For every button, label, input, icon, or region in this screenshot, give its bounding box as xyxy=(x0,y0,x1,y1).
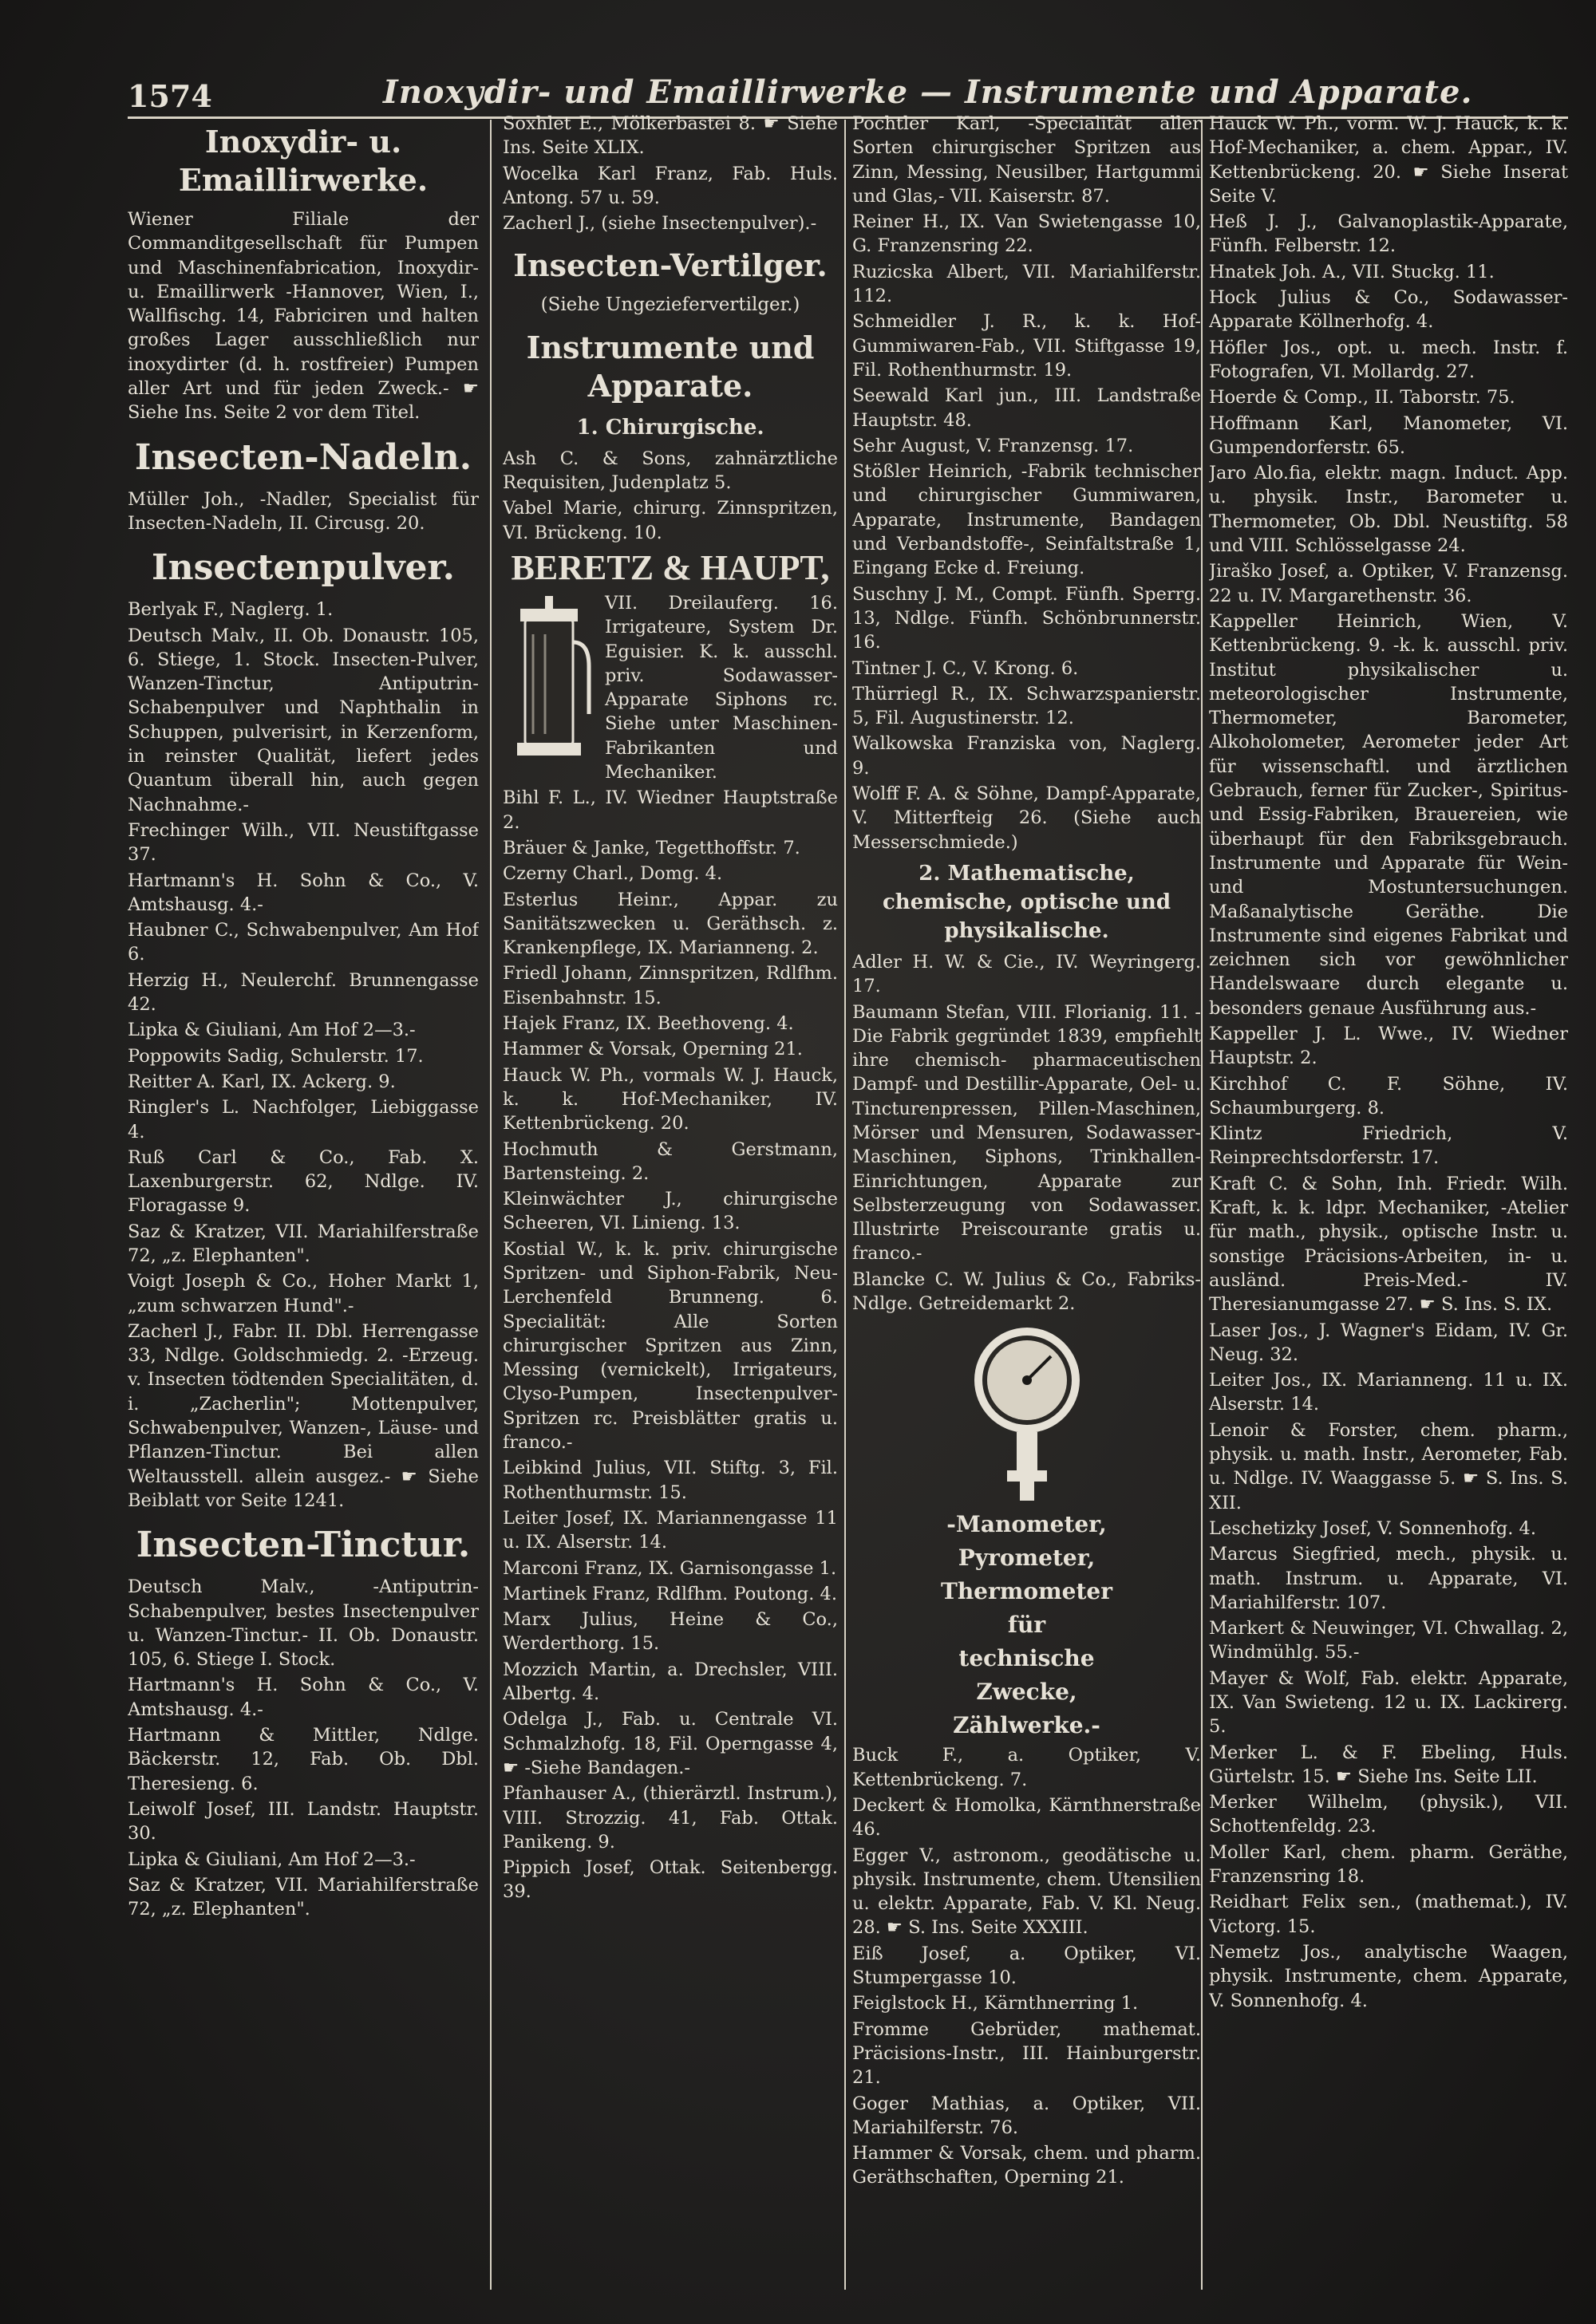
directory-entry: Kappeller J. L. Wwe., IV. Wiedner Hauptstr. 2. xyxy=(1209,1023,1568,1069)
directory-entry: Bräuer & Janke, Tegetthoffstr. 7. xyxy=(503,837,800,858)
directory-entry: Deckert & Homolka, Kärnthnerstraße 46. xyxy=(852,1794,1201,1841)
directory-entry: Wiener Filiale der Commanditgesellschaft für Pumpen und Maschinenfabrication, Inoxydir- u. Emaillirwerk -Hannover, Wien, I., Wallfischg. 14, Fabriciren und halten großes Lager ausschließlich nur inoxydirter (d. h. rostfreier) Pumpen aller Art und für jeden Zweck.- ☛ Siehe Ins. Seite 2 vor dem Titel. xyxy=(128,209,479,424)
directory-entry: Berlyak F., Naglerg. 1. xyxy=(128,599,334,621)
advert-line: Zwecke, xyxy=(976,1679,1077,1706)
directory-entry: Hnatek Joh. A., VII. Stuckg. 11. xyxy=(1209,261,1495,282)
directory-entry: Zacherl J., (siehe Insectenpulver).- xyxy=(503,213,817,235)
directory-entry: Moller Karl, chem. pharm. Geräthe, Franzensring 18. xyxy=(1209,1841,1568,1888)
column-1 xyxy=(128,112,479,2298)
directory-entry: Buck F., a. Optiker, V. Kettenbrückeng. 7. xyxy=(852,1745,1201,1790)
column-rule-2 xyxy=(844,120,846,2290)
manometer-illustration xyxy=(967,1320,1087,1504)
cross-reference-note: (Siehe Ungeziefervertilger.) xyxy=(540,294,800,316)
directory-entry: Martinek Franz, Rdlfhm. Poutong. 4. xyxy=(503,1583,837,1604)
section-heading: Instrumente und Apparate. xyxy=(526,329,815,404)
directory-entry: Hammer & Vorsak, Operning 21. xyxy=(503,1039,803,1060)
advert-line: -Manometer, xyxy=(946,1511,1107,1538)
directory-entry: Reidhart Felix sen., (mathemat.), IV. Victorg. 15. xyxy=(1209,1892,1568,1937)
directory-entry: Deutsch Malv., II. Ob. Donaustr. 105, 6. Stiege, 1. Stock. Insecten-Pulver, Wanzen-Tinctur, Antiputrin-Schabenpulver und Naphthalin in Schuppen, pulverisirt, in Kerzenform, in reinster Qualität, liefert jedes Quantum überall hin, auch gegen Nachnahme.- xyxy=(128,625,479,815)
directory-entry: Wocelka Karl Franz, Fab. Huls. Antong. 57 u. 59. xyxy=(503,163,838,208)
section-heading: Insecten-Nadeln. xyxy=(134,436,472,478)
directory-entry: Saz & Kratzer, VII. Mariahilferstraße 72, „z. Elephanten". xyxy=(128,1874,479,1920)
directory-entry: Vabel Marie, chirurg. Zinnspritzen, VI. Brückeng. 10. xyxy=(503,498,838,543)
directory-entry: Hauck W. Ph., vorm. W. J. Hauck, k. k. Hof-Mechaniker, a. chem. Appar., IV. Kettenbrückeng. 20. ☛ Siehe Inserat Seite V. xyxy=(1209,113,1568,207)
directory-entry: Thürriegl R., IX. Schwarzspanierstr. 5, Fil. Augustinerstr. 12. xyxy=(852,683,1201,729)
directory-entry: Pochtler Karl, -Specialität aller Sorten chirurgischer Spritzen aus Zinn, Messing, Neusilber, Hartgummi und Glas,- VII. Kaiserstr. 87. xyxy=(852,113,1201,207)
directory-entry: Suschny J. M., Compt. Fünfh. Sperrg. 13, Ndlge. Fünfh. Schönbrunnerstr. 16. xyxy=(852,583,1201,653)
directory-entry: Odelga J., Fab. u. Centrale VI. Schmalzhofg. 18, Fil. Operngasse 4, ☛ -Siehe Bandagen.- xyxy=(503,1709,838,1778)
directory-entry: Hartmann's H. Sohn & Co., V. Amtshausg. 4.- xyxy=(128,1675,479,1720)
directory-entry: Lipka & Giuliani, Am Hof 2—3.- xyxy=(128,1849,416,1870)
directory-entry: Hoerde & Comp., II. Taborstr. 75. xyxy=(1209,387,1515,408)
directory-entry: Kleinwächter J., chirurgische Scheeren, VI. Linieng. 13. xyxy=(503,1189,838,1234)
directory-entry: Friedl Johann, Zinnspritzen, Rdlfhm. Eisenbahnstr. 15. xyxy=(503,963,838,1008)
manometer-advertisement xyxy=(852,1320,1201,1742)
section-heading: Insecten-Vertilger. xyxy=(513,247,828,284)
directory-entry: Sehr August, V. Franzensg. 17. xyxy=(852,435,1134,456)
directory-entry: Kappeller Heinrich, Wien, V. Kettenbrückeng. 9. -k. k. ausschl. priv. Institut physikalischer u. meteorologischer Instrumente, Thermometer, Barometer, Alkoholometer, Aerometer jeder Art für wissenschaftl. und ärztlichen Gebrauch, ferner für Zucker-, Spiritus- und Essig-Fabriken, Brauereien, wie überhaupt für den Fabriksgebrauch. Instrumente und Apparate für Wein- und Mostuntersuchungen. Maßanalytische Geräthe. Die Instrumente sind eigenes Fabrikat und zeichnen sich vor gewöhnlicher Handelswaare durch elegante u. besonders genaue Ausführung aus.- xyxy=(1209,610,1568,1019)
directory-entry: Pfanhauser A., (thierärztl. Instrum.), VIII. Strozzig. 41, Fab. Ottak. Panikeng. 9. xyxy=(503,1783,838,1852)
directory-entry: Esterlus Heinr., Appar. zu Sanitätszwecken u. Geräthsch. z. Krankenpflege, IX. Marianneng. 2. xyxy=(503,889,838,959)
directory-entry: Jaro Alo.fia, elektr. magn. Induct. App. u. physik. Instr., Barometer u. Thermometer, Ob. Dbl. Neustiftg. 58 und VIII. Schlösselgasse 24. xyxy=(1209,463,1568,557)
directory-entry: Heß J. J., Galvanoplastik-Apparate, Fünfh. Felberstr. 12. xyxy=(1209,211,1568,257)
directory-entry: Müller Joh., -Nadler, Specialist für Insecten-Nadeln, II. Circusg. 20. xyxy=(128,488,479,534)
directory-entry: Merker Wilhelm, (physik.), VII. Schottenfeldg. 23. xyxy=(1209,1792,1568,1837)
advert-line: technische xyxy=(958,1645,1095,1672)
directory-entry: Leiter Josef, IX. Mariannengasse 11 u. IX. Alserstr. 14. xyxy=(503,1507,838,1553)
subsection-heading: 1. Chirurgische. xyxy=(576,415,764,440)
directory-entry: Ringler's L. Nachfolger, Liebiggasse 4. xyxy=(128,1097,479,1142)
column-4 xyxy=(1209,112,1568,2298)
directory-entry: Frechinger Wilh., VII. Neustiftgasse 37. xyxy=(128,819,479,866)
column-2 xyxy=(503,112,838,2298)
directory-entry: Egger V., astronom., geodätische u. physik. Instrumente, chem. Utensilien u. elektr. Apparate, Fab. V. Kl. Neug. 28. ☛ S. Ins. Seite XXXIII. xyxy=(852,1845,1201,1939)
advert-line: Zählwerke.- xyxy=(953,1712,1100,1739)
advert-line: Thermometer xyxy=(940,1578,1112,1605)
directory-entry: Ruzicska Albert, VII. Mariahilferstr. 112. xyxy=(852,261,1201,307)
directory-entry: Marx Julius, Heine & Co., Werderthorg. 15. xyxy=(503,1609,838,1655)
directory-entry: Wolff F. A. & Söhne, Dampf-Apparate, V. Mitterfteig 26. (Siehe auch Messerschmiede.) xyxy=(852,783,1201,853)
page-number: 1574 xyxy=(128,78,212,114)
directory-entry: Klintz Friedrich, V. Reinprechtsdorferstr. 17. xyxy=(1209,1123,1568,1169)
directory-entry: Schmeidler J. R., k. k. Hof-Gummiwaren-Fab., VII. Stiftgasse 19, Fil. Rothenthurmstr. 19. xyxy=(852,311,1201,381)
section-heading: Insectenpulver. xyxy=(152,547,455,589)
directory-entry: Kraft C. & Sohn, Inh. Friedr. Wilh. Kraft, k. k. ldpr. Mechaniker, -Atelier für math., physik., optische Instr. u. sonstige Präcisions-Arbeiten, in- u. ausländ. Preis-Med.- IV. Theresianumgasse 27. ☛ S. Ins. S. IX. xyxy=(1209,1173,1568,1316)
section-heading: Insecten-Tinctur. xyxy=(136,1525,471,1566)
directory-entry: Walkowska Franziska von, Naglerg. 9. xyxy=(852,733,1201,779)
running-title: Inoxydir- und Emaillirwerke — Instrumente und Apparate. xyxy=(383,73,1473,111)
section-heading: Inoxydir- u. Emaillirwerke. xyxy=(178,124,429,198)
directory-entry: Hajek Franz, IX. Beethoveng. 4. xyxy=(503,1013,794,1035)
directory-entry: Goger Mathias, a. Optiker, VII. Mariahilferstr. 76. xyxy=(852,2093,1201,2138)
advertiser-name: BERETZ & HAUPT, xyxy=(511,547,830,587)
directory-entry: Nemetz Jos., analytische Waagen, physik. Instrumente, chem. Apparate, V. Sonnenhofg. 4. xyxy=(1209,1941,1568,2011)
directory-entry: Fromme Gebrüder, mathemat. Präcisions-Instr., III. Hainburgerstr. 21. xyxy=(852,2018,1201,2089)
column-rule-1 xyxy=(490,120,492,2290)
directory-entry: Bihl F. L., IV. Wiedner Hauptstraße 2. xyxy=(503,787,838,833)
directory-entry: Hochmuth & Gerstmann, Bartensteing. 2. xyxy=(503,1138,838,1184)
irrigator-advertisement xyxy=(503,591,838,786)
directory-entry: Lipka & Giuliani, Am Hof 2—3.- xyxy=(128,1020,416,1041)
directory-entry: Haubner C., Schwabenpulver, Am Hof 6. xyxy=(128,920,479,965)
directory-entry: Marconi Franz, IX. Garnisongasse 1. xyxy=(503,1557,837,1579)
directory-entry: Kirchhof C. F. Söhne, IV. Schaumburgerg. 8. xyxy=(1209,1073,1568,1119)
directory-entry: Tintner J. C., V. Krong. 6. xyxy=(852,657,1079,679)
directory-entry: Reitter A. Karl, IX. Ackerg. 9. xyxy=(128,1071,396,1092)
directory-entry: Hammer & Vorsak, chem. und pharm. Geräthschaften, Operning 21. xyxy=(852,2143,1201,2188)
directory-entry: Hoffmann Karl, Manometer, VI. Gumpendorferstr. 65. xyxy=(1209,412,1568,458)
directory-entry: Saz & Kratzer, VII. Mariahilferstraße 72, „z. Elephanten". xyxy=(128,1221,479,1266)
directory-entry: Höfler Jos., opt. u. mech. Instr. f. Fotografen, VI. Mollardg. 27. xyxy=(1209,337,1568,382)
directory-entry: Ash C. & Sons, zahnärztliche Requisiten, Judenplatz 5. xyxy=(503,448,838,494)
directory-entry: Soxhlet E., Mölkerbastei 8. ☛ Siehe Ins. Seite XLIX. xyxy=(503,113,838,159)
subsection-heading: 2. Mathematische, chemische, optische und physikalische. xyxy=(882,861,1171,943)
directory-entry: Hartmann's H. Sohn & Co., V. Amtshausg. 4.- xyxy=(128,870,479,915)
directory-entry: Merker L. & F. Ebeling, Huls. Gürtelstr. 15. ☛ Siehe Ins. Seite LII. xyxy=(1209,1742,1568,1787)
directory-entry: Deutsch Malv., -Antiputrin-Schabenpulver, bestes Insectenpulver u. Wanzen-Tinctur.- II. Ob. Donaustr. 105, 6. Stiege I. Stock. xyxy=(128,1576,479,1671)
directory-entry: Mozzich Martin, a. Drechsler, VIII. Albertg. 4. xyxy=(503,1659,838,1705)
directory-entry: Lenoir & Forster, chem. pharm., physik. u. math. Instr., Aerometer, Fab. u. Ndlge. IV. Waaggasse 5. ☛ S. Ins. S. XII. xyxy=(1209,1419,1568,1513)
column-rule-3 xyxy=(1201,120,1203,2290)
directory-entry: Pippich Josef, Ottak. Seitenbergg. 39. xyxy=(503,1857,838,1903)
directory-entry: Poppowits Sadig, Schulerstr. 17. xyxy=(128,1045,424,1067)
irrigator-illustration xyxy=(509,594,597,762)
directory-entry: Leiter Jos., IX. Marianneng. 11 u. IX. Alserstr. 14. xyxy=(1209,1370,1568,1415)
directory-entry: Leiwolf Josef, III. Landstr. Hauptstr. 30. xyxy=(128,1798,479,1845)
directory-entry: Seewald Karl jun., III. Landstraße Hauptstr. 48. xyxy=(852,385,1201,431)
directory-entry: Kostial W., k. k. priv. chirurgische Spritzen- und Siphon-Fabrik, Neu-Lerchenfeld Brunneng. 6. Specialität: Alle Sorten chirurgischer Spritzen aus Zinn, Messing (vernickelt), Irrigateurs, Clyso-Pumpen, Insectenpulver-Spritzen rc. Preisblätter gratis u. franco.- xyxy=(503,1238,838,1454)
directory-entry: Leschetizky Josef, V. Sonnenhofg. 4. xyxy=(1209,1517,1536,1539)
directory-entry: Baumann Stefan, VIII. Florianig. 11. -Die Fabrik gegründet 1839, empfiehlt ihre chemisch- pharmaceutischen Dampf- und Destillir-Apparate, Oel- u. Tincturenpressen, Pillen-Maschinen, Mörser und Mensuren, Sodawasser-Maschinen, Siphons, Trinkhallen-Einrichtungen, Apparate zur Selbsterzeugung von Sodawasser. Illustrirte Preiscourante gratis u. franco.- xyxy=(852,1001,1201,1265)
directory-entry: Feiglstock H., Kärnthnerring 1. xyxy=(852,1993,1139,2014)
advert-line: Pyrometer, xyxy=(958,1545,1096,1572)
directory-entry: Herzig H., Neulerchf. Brunnengasse 42. xyxy=(128,969,479,1016)
directory-entry: Eiß Josef, a. Optiker, VI. Stumpergasse 10. xyxy=(852,1943,1201,1989)
directory-entry: Leibkind Julius, VII. Stiftg. 3, Fil. Rothenthurmstr. 15. xyxy=(503,1458,838,1503)
directory-entry: VII. Dreilauferg. 16. Irrigateure, System Dr. Eguisier. K. k. ausschl. priv. Sodawasser-Apparate Siphons rc. Siehe unter Maschinen-Fabrikanten und Mechaniker. xyxy=(605,592,838,783)
directory-entry: Voigt Joseph & Co., Hoher Markt 1, „zum schwarzen Hund".- xyxy=(128,1271,479,1316)
directory-entry: Markert & Neuwinger, VI. Chwallag. 2, Windmühlg. 55.- xyxy=(1209,1618,1568,1663)
directory-entry: Reiner H., IX. Van Swietengasse 10, G. Franzensring 22. xyxy=(852,211,1201,257)
directory-entry: Mayer & Wolf, Fab. elektr. Apparate, IX. Van Swieteng. 12 u. IX. Lackirerg. 5. xyxy=(1209,1667,1568,1738)
directory-entry: Hauck W. Ph., vormals W. J. Hauck, k. k. Hof-Mechaniker, IV. Kettenbrückeng. 20. xyxy=(503,1064,838,1134)
directory-entry: Czerny Charl., Domg. 4. xyxy=(503,863,723,885)
directory-entry: Zacherl J., Fabr. II. Dbl. Herrengasse 33, Ndlge. Goldschmiedg. 2. -Erzeug. v. Insecten tödtenden Specialitäten, d. i. „Zacherlin"; Mottenpulver, Schwabenpulver, Wanzen-, Läuse- und Pflanzen-Tinctur. Bei allen Weltausstell. allein ausgez.- ☛ Siehe Beiblatt vor Seite 1241. xyxy=(128,1320,479,1511)
directory-entry: Hock Julius & Co., Sodawasser-Apparate Köllnerhofg. 4. xyxy=(1209,287,1568,333)
directory-entry: Marcus Siegfried, mech., physik. u. math. Instrum. u. Apparate, VI. Mariahilferstr. 107. xyxy=(1209,1544,1568,1613)
advert-line: für xyxy=(1007,1612,1046,1639)
column-3 xyxy=(852,112,1201,2298)
directory-entry: Adler H. W. & Cie., IV. Weyringerg. 17. xyxy=(852,951,1201,997)
directory-entry: Ruß Carl & Co., Fab. X. Laxenburgerstr. 62, Ndlge. IV. Floragasse 9. xyxy=(128,1146,479,1217)
directory-entry: Stößler Heinrich, -Fabrik technischer und chirurgischer Gummiwaren, Apparate, Instrumente, Bandagen und Verbandstoffe-, Seinfaltstraße 1, Eingang Ecke d. Freiung. xyxy=(852,461,1201,579)
directory-entry: Blancke C. W. Julius & Co., Fabriks-Ndlge. Getreidemarkt 2. xyxy=(852,1269,1201,1315)
directory-entry: Hartmann & Mittler, Ndlge. Bäckerstr. 12, Fab. Ob. Dbl. Theresieng. 6. xyxy=(128,1725,479,1794)
directory-entry: Laser Jos., J. Wagner's Eidam, IV. Gr. Neug. 32. xyxy=(1209,1320,1568,1365)
directory-entry: Jiraško Josef, a. Optiker, V. Franzensg. 22 u. IV. Margarethenstr. 36. xyxy=(1209,561,1568,606)
